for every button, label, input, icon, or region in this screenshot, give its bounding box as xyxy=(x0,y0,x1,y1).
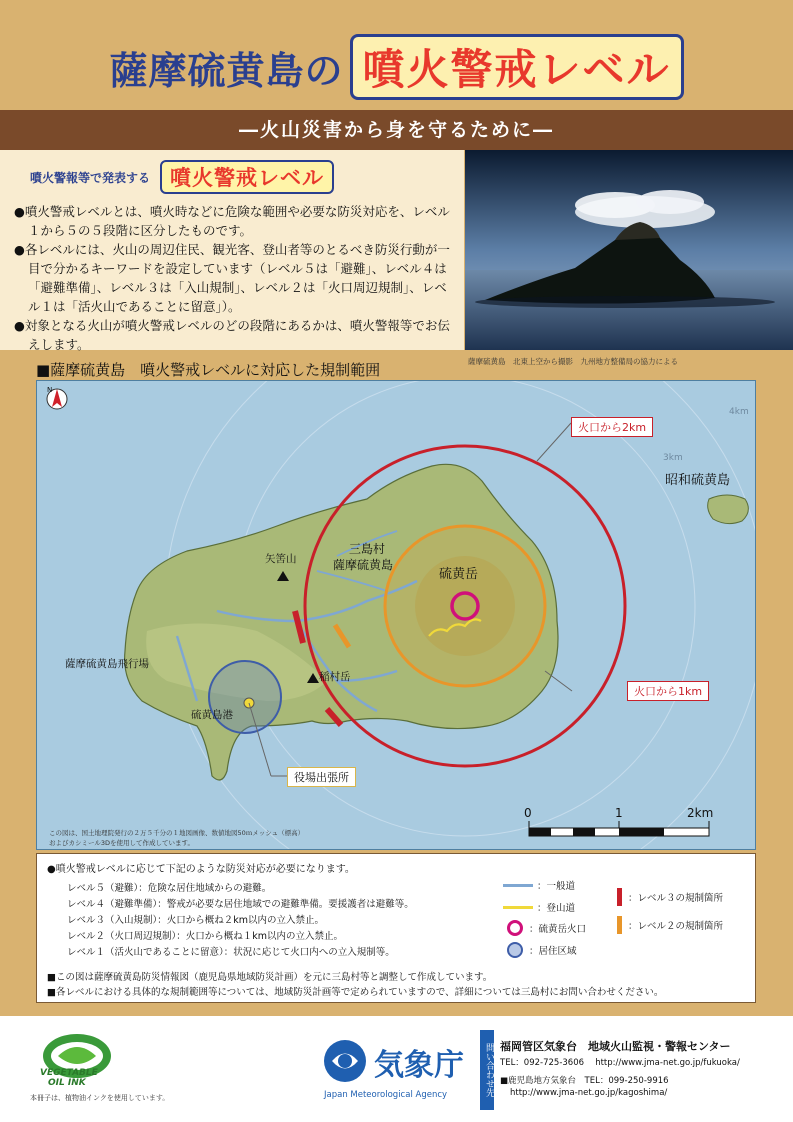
jma-logo xyxy=(322,1036,472,1108)
subtitle-band: ―火山災害から身を守るために― xyxy=(0,110,793,150)
map-credit-2: およびカシミール3Dを使用して作成しています。 xyxy=(49,839,194,847)
legend-lv2 xyxy=(617,916,723,934)
legend-residential xyxy=(507,942,577,958)
title-island: 薩摩硫黄島の xyxy=(109,48,344,93)
intro-heading xyxy=(30,158,452,196)
intro-bullet: ●対象となる火山が噴火警戒レベルのどの段階にあるかは、噴火警報等でお伝えします。 xyxy=(14,318,450,352)
trail-swatch xyxy=(503,906,533,909)
showa-island xyxy=(708,495,749,524)
level-item: レベル４（避難準備）：警戒が必要な居住地域での避難準備。要援護者は避難等。 xyxy=(67,899,414,910)
photo-caption: 薩摩硫黄島 北東上空から撮影 九州地方整備局の協力による xyxy=(468,357,678,366)
port-label: 硫黄島港 xyxy=(191,709,233,721)
road-text: ：一般道 xyxy=(537,881,576,892)
note-item: ■各レベルにおける具体的な規制範囲等については、地域防災計画等で定められていますので、詳細については三島村にお問い合わせください。 xyxy=(47,987,664,998)
scale-2: 2km xyxy=(687,806,714,820)
residential-text: ：居住区域 xyxy=(529,946,577,957)
veg-note: 本冊子は、植物油インクを使用しています。 xyxy=(30,1094,170,1102)
legend-panel xyxy=(36,853,756,1003)
jma-emblem-icon xyxy=(322,1038,368,1084)
intro-bullets xyxy=(14,202,452,354)
lv3-swatch xyxy=(617,888,622,906)
residential-swatch xyxy=(507,942,523,958)
office-label: 役場出張所 xyxy=(287,767,356,787)
village-label: 三島村 xyxy=(349,542,386,556)
intro-lead-small: 噴火警報等で発表する xyxy=(30,170,151,185)
intro-lead-big: 噴火警戒レベル xyxy=(160,160,334,194)
contact-url2: http://www.jma-net.go.jp/kagoshima/ xyxy=(510,1088,668,1098)
level-item: レベル２（火口周辺規制）：火口から概ね１km以内の立入禁止。 xyxy=(67,931,344,942)
intro-panel xyxy=(0,150,464,350)
page-header xyxy=(0,28,793,106)
showa-label: 昭和硫黄島 xyxy=(665,473,731,488)
crater-swatch xyxy=(507,920,523,936)
contact-org2: ■鹿児島地方気象台 TEL：099-250-9916 xyxy=(500,1076,669,1086)
level-item: レベル１（活火山であることに留意）：状況に応じて火口内への立入規制等。 xyxy=(67,947,395,958)
title-level: 噴火警戒レベル xyxy=(350,34,684,100)
ring-4km-label: 4km xyxy=(729,407,749,417)
airport-label: 薩摩硫黄島飛行場 xyxy=(65,658,149,670)
legend-trail xyxy=(503,900,575,914)
yasaku-label: 矢筈山 xyxy=(265,553,297,565)
intro-bullet: ●噴火警戒レベルとは、噴火時などに危険な範囲や必要な防災対応を、レベル１から５の５段階に区分したものです。 xyxy=(14,204,450,238)
village2-label: 薩摩硫黄島 xyxy=(333,558,394,572)
crater-text: ：硫黄岳火口 xyxy=(529,924,587,935)
contact-tag: 問い合わせ先 xyxy=(480,1030,494,1110)
map-title: ■薩摩硫黄島 噴火警戒レベルに対応した規制範囲 xyxy=(36,361,381,379)
ring-3km-label: 3km xyxy=(663,453,683,463)
veg-text-1: VEGETABLE xyxy=(40,1068,98,1078)
hazard-map xyxy=(36,380,756,850)
lv2-text: ：レベル２の規制箇所 xyxy=(628,921,724,932)
lv2-swatch xyxy=(617,916,622,934)
map-credit-1: この図は、国土地理院発行の２万５千分の１地図画像、数値地図50ｍメッシュ（標高） xyxy=(49,829,305,837)
legend-road xyxy=(503,878,575,892)
residential-area xyxy=(209,661,281,733)
vegetable-oil-ink-logo xyxy=(38,1028,116,1088)
footer xyxy=(0,1016,793,1122)
level-item: レベル３（入山規制）：火口から概ね２km以内の立入禁止。 xyxy=(67,915,325,926)
trail-text: ：登山道 xyxy=(537,903,576,914)
legend-crater xyxy=(507,920,586,936)
road-swatch xyxy=(503,884,533,887)
veg-text-2: OIL INK xyxy=(48,1078,86,1088)
island-photo xyxy=(465,150,793,350)
note-item: ■この図は薩摩硫黄島防災情報図（鹿児島県地域防災計画）を元に三島村等と調整して作成しています。 xyxy=(47,972,493,983)
scale-1: 1 xyxy=(615,806,623,820)
legend-lv3 xyxy=(617,888,723,906)
level-item: レベル５（避難）：危険な居住地域からの避難。 xyxy=(67,883,272,894)
lv3-text: ：レベル３の規制箇所 xyxy=(628,893,724,904)
north-label: N xyxy=(47,386,53,394)
jma-name: 気象庁 xyxy=(374,1048,464,1083)
intro-bullet: ●各レベルには、火山の周辺住民、観光客、登山者等のとるべき防災行動が一目で分かるキーワードを設定しています（レベル５は「避難」、レベル４は「避難準備」、レベル３は「入山規制」、レベル２は「火口周辺規制」、レベル１は「活火山であることに留意」）。 xyxy=(14,242,450,314)
contact-org1: 福岡管区気象台 地域火山監視・警報センター xyxy=(500,1040,731,1053)
inamura-label: 稲村岳 xyxy=(319,671,351,683)
contact-tel1: TEL：092-725-3606 http://www.jma-net.go.jp/fukuoka/ xyxy=(500,1058,740,1068)
legend-lead: ●噴火警戒レベルに応じて下記のような防災対応が必要になります。 xyxy=(47,864,355,875)
scale-0: 0 xyxy=(524,806,532,820)
iodake-label: 硫黄岳 xyxy=(439,567,479,582)
label-1km: 火口から1km xyxy=(627,681,709,701)
legend-notes xyxy=(47,970,663,1000)
jma-en: Japan Meteorological Agency xyxy=(324,1090,448,1100)
label-2km: 火口から2km xyxy=(571,417,653,437)
